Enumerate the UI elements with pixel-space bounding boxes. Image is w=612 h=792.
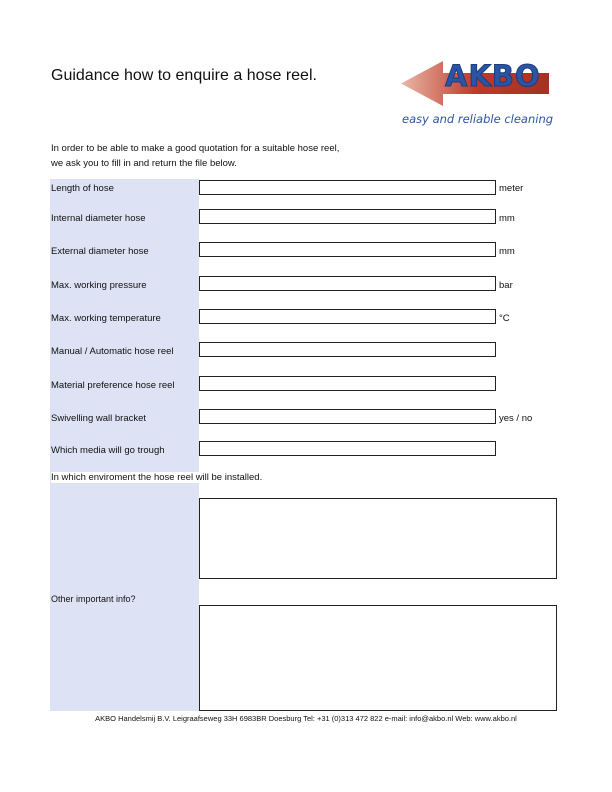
working-pressure-field[interactable] (199, 276, 496, 291)
length-unit: meter (499, 183, 524, 194)
other-info-textarea[interactable] (199, 605, 557, 711)
internal-diameter-unit: mm (499, 213, 515, 224)
akbo-logo (399, 55, 555, 130)
internal-diameter-field[interactable] (199, 209, 496, 224)
intro-line: we ask you to fill in and return the file below. (51, 158, 237, 169)
media-label: Which media will go trough (51, 445, 165, 456)
media-field[interactable] (199, 441, 496, 456)
external-diameter-field[interactable] (199, 242, 496, 257)
swivelling-bracket-field[interactable] (199, 409, 496, 424)
manual-automatic-label: Manual / Automatic hose reel (51, 346, 174, 357)
environment-question: In which enviroment the hose reel will be installed. (51, 472, 263, 483)
intro-text (51, 141, 339, 171)
manual-automatic-field[interactable] (199, 342, 496, 357)
pressure-unit: bar (499, 280, 513, 291)
logo-wordmark: AKBO (445, 59, 541, 93)
footer-contact: AKBO Handelsmij B.V. Leigraafseweg 33H 6983BR Doesburg Tel: +31 (0)313 472 822 e-mail: info@akbo.nl Web: www.akbo.nl (95, 714, 517, 723)
environment-textarea[interactable] (199, 498, 557, 579)
length-of-hose-label: Length of hose (51, 183, 114, 194)
material-preference-field[interactable] (199, 376, 496, 391)
internal-diameter-label: Internal diameter hose (51, 213, 146, 224)
page-title: Guidance how to enquire a hose reel. (51, 67, 317, 84)
intro-line: In order to be able to make a good quotation for a suitable hose reel, (51, 143, 340, 154)
material-preference-label: Material preference hose reel (51, 380, 175, 391)
working-temperature-field[interactable] (199, 309, 496, 324)
working-temperature-label: Max. working temperature (51, 313, 161, 324)
external-diameter-unit: mm (499, 246, 515, 257)
external-diameter-label: External diameter hose (51, 246, 149, 257)
length-of-hose-field[interactable] (199, 180, 496, 195)
other-info-label: Other important info? (51, 594, 136, 604)
logo-tagline: easy and reliable cleaning (402, 112, 554, 126)
swivelling-options: yes / no (499, 413, 533, 424)
working-pressure-label: Max. working pressure (51, 280, 147, 291)
swivelling-bracket-label: Swivelling wall bracket (51, 413, 147, 424)
temperature-unit: °C (499, 313, 510, 324)
